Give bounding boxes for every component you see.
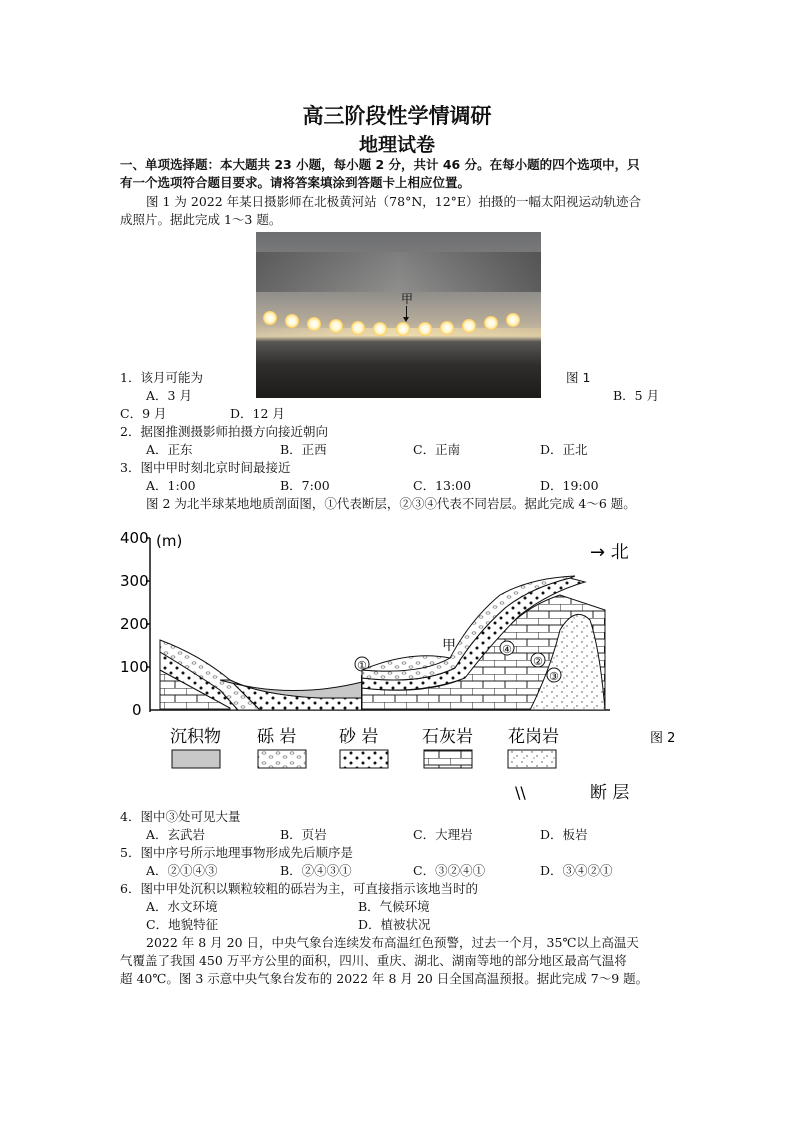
figure2-cross-section [120, 520, 680, 810]
q3-option-a: A．1:00 [146, 478, 196, 493]
q6-option-a: A．水文环境 [146, 899, 218, 914]
fig1-intro-line2: 成照片。据此完成 1～3 题。 [120, 212, 282, 227]
q2-option-d: D．正北 [540, 442, 588, 457]
q3-option-c: C．13:00 [413, 478, 472, 493]
q6-option-c: C．地貌特征 [146, 917, 219, 932]
figure2-caption: 图 2 [650, 731, 676, 746]
sun-position [351, 321, 365, 335]
sun-position [307, 317, 321, 331]
q2-stem: 2．据图推测摄影师拍摄方向接近朝向 [120, 424, 328, 439]
q4-option-b: B．页岩 [280, 827, 327, 842]
q1-option-d: D．12 月 [230, 406, 285, 421]
label-1: ① [357, 659, 367, 672]
sun-position [373, 322, 387, 336]
fig1-intro-line1: 图 1 为 2022 年某日摄影师在北极黄河站（78°N，12°E）拍摄的一幅太阳视运动轨迹合 [146, 194, 642, 209]
q2-option-a: A．正东 [146, 442, 193, 457]
legend-granite-label: 花岗岩 [508, 727, 559, 747]
q1-option-b: B．5 月 [613, 388, 660, 403]
sun-position [263, 311, 277, 325]
sun-position [329, 319, 343, 333]
q3-stem: 3．图中甲时刻北京时间最接近 [120, 460, 291, 475]
legend-conglomerate-label: 砾 岩 [257, 727, 297, 747]
sun-position [285, 314, 299, 328]
legend-sediment-swatch [172, 750, 220, 768]
arrow-head-icon [403, 317, 409, 322]
legend-fault-label: 断 层 [590, 783, 630, 803]
q1-option-a: A．3 月 [146, 388, 192, 403]
sun-position [462, 319, 476, 333]
y-tick-400: 400 [120, 529, 149, 547]
legend-conglomerate-swatch [258, 750, 306, 768]
y-tick-0: 0 [132, 701, 142, 719]
sun-position [396, 322, 410, 336]
q1-option-c: C．9 月 [120, 406, 167, 421]
figure1-photo [256, 232, 541, 398]
legend-sandstone-label: 砂 岩 [339, 727, 379, 747]
q4-stem: 4．图中③处可见大量 [120, 809, 241, 824]
legend-sandstone-swatch [340, 750, 388, 768]
q6-stem: 6．图中甲处沉积以颗粒较粗的砾岩为主，可直接指示该地当时的 [120, 881, 478, 896]
q5-option-d: D．③④②① [540, 863, 613, 878]
heat-intro-line1: 2022 年 8 月 20 日，中央气象台连续发布高温红色预警，过去一个月，35℃以上高温天 [146, 935, 639, 950]
sun-position [440, 321, 454, 335]
q6-option-d: D．植被状况 [358, 917, 431, 932]
sky-cloud-band [256, 252, 541, 292]
legend-fault-symbol: \\ [515, 783, 526, 802]
q2-option-b: B．正西 [280, 442, 327, 457]
figure1-caption: 图 1 [566, 370, 591, 385]
section-heading-line2: 有一个选项符合题目要求。请将答案填涂到答题卡上相应位置。 [120, 175, 471, 190]
q4-option-c: C．大理岩 [413, 827, 473, 842]
y-tick-300: 300 [120, 572, 149, 590]
q5-option-c: C．③②④① [413, 863, 486, 878]
sun-position [506, 313, 520, 327]
exam-title: 高三阶段性学情调研 [302, 104, 492, 128]
y-unit: (m) [156, 532, 183, 550]
label-4: ④ [502, 643, 512, 656]
q5-stem: 5．图中序号所示地理事物形成先后顺序是 [120, 845, 353, 860]
y-tick-200: 200 [120, 615, 149, 633]
legend-sediment-label: 沉积物 [170, 727, 221, 747]
q4-option-a: A．玄武岩 [146, 827, 206, 842]
section-heading-line1: 一、单项选择题：本大题共 23 小题，每小题 2 分，共计 46 分。在每小题的四个选项中，只 [120, 157, 640, 172]
q3-option-d: D．19:00 [540, 478, 599, 493]
q4-option-d: D．板岩 [540, 827, 588, 842]
q2-option-c: C．正南 [413, 442, 461, 457]
legend-limestone-swatch [424, 750, 472, 768]
q1-stem: 1．该月可能为 [120, 370, 203, 385]
q6-option-b: B．气候环境 [358, 899, 430, 914]
legend-limestone-label: 石灰岩 [422, 727, 473, 747]
heat-intro-line3: 超 40℃。图 3 示意中央气象台发布的 2022 年 8 月 20 日全国高温预报。据此完成 7～9 题。 [120, 971, 649, 986]
legend-granite-swatch [508, 750, 556, 768]
figure2-marker: 甲 [442, 638, 456, 654]
q5-option-a: A．②①④③ [146, 863, 218, 878]
figure1-marker: 甲 [401, 292, 414, 306]
q5-option-b: B．②④③① [280, 863, 352, 878]
y-tick-100: 100 [120, 658, 149, 676]
label-2: ② [533, 655, 543, 668]
heat-intro-line2: 气覆盖了我国 450 万平方公里的面积，四川、重庆、湖北、湖南等地的部分地区最高气温将 [120, 953, 627, 968]
sun-position [484, 316, 498, 330]
exam-subtitle: 地理试卷 [358, 134, 435, 156]
q3-option-b: B．7:00 [280, 478, 330, 493]
north-indicator: → 北 [590, 542, 629, 563]
sun-position [418, 322, 432, 336]
label-3: ③ [549, 670, 559, 683]
fig2-intro: 图 2 为北半球某地地质剖面图，①代表断层，②③④代表不同岩层。据此完成 4～6 题。 [146, 496, 636, 511]
